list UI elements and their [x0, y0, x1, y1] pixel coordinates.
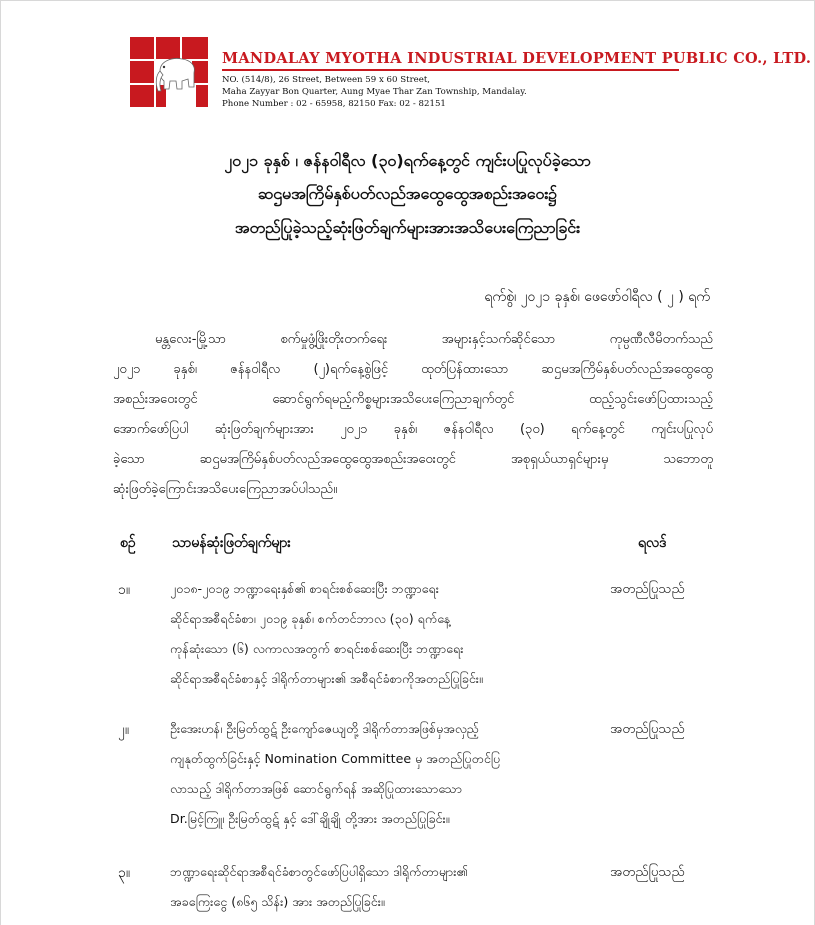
column-header-no: စဉ် [120, 535, 136, 551]
column-header-resolution: သာမန်ဆုံးဖြတ်ချက်များ [172, 535, 291, 551]
address-line: Maha Zayyar Bon Quarter, Aung Myae Thar Zan Township, Mandalay. [222, 87, 527, 97]
resolution-line: ကျနုတ်ထွက်ခြင်းနှင့် Nomination Committee မှ အတည်ပြုတင်ပြ [170, 751, 501, 766]
contact-line: Phone Number : 02 - 65958, 82150 Fax: 02 - 82151 [222, 99, 446, 109]
paragraph-line: ၂၀၂၁ ခုနှစ်၊ ဇန်နဝါရီလ (၂)ရက်နေ့စွဲဖြင့် ထုတ်ပြန်ထားသော ဆဌမအကြိမ်နှစ်ပတ်လည်အထွေထွေ [113, 362, 713, 377]
resolution-line: ၂၀၁၈-၂၀၁၉ ဘဏ္ဍာရေးနှစ်၏ စာရင်းစစ်ဆေးပြီး ဘဏ္ဍာရေး [170, 581, 439, 596]
company-address [222, 74, 527, 110]
resolution-text [170, 714, 590, 834]
result-status: အတည်ပြုသည် [610, 864, 685, 880]
elephant-logo-icon [130, 37, 208, 107]
document-date: ရက်စွဲ၊ ၂၀၂၁ ခုနှစ်၊ ဖေဖော်ဝါရီလ ( ၂ ) ရက် [484, 289, 710, 305]
paragraph-line: မန္တလေး-မြို့သာ စက်မှုဖွံ့ဖြိုးတိုးတက်ရေး အများနှင့်သက်ဆိုင်သော ကုမ္ပဏီလီမိတက်သည် [155, 332, 713, 347]
result-status: အတည်ပြုသည် [610, 581, 685, 597]
paragraph-line: အောက်ဖော်ပြပါ ဆုံးဖြတ်ချက်များအား ၂၀၂၁ ခုနှစ်၊ ဇန်နဝါရီလ (၃၀) ရက်နေ့တွင် ကျင်းပပြုလုပ် [113, 422, 713, 437]
resolution-text [170, 574, 590, 694]
intro-paragraph [113, 325, 713, 505]
header-rule [222, 69, 679, 71]
row-number: ၂။ [118, 722, 130, 738]
page-border [0, 0, 1, 925]
address-line: NO. (514/8), 26 Street, Between 59 x 60 Street, [222, 75, 431, 85]
paragraph-line: ဆုံးဖြတ်ခဲ့ကြောင်းအသိပေးကြေညာအပ်ပါသည်။ [113, 482, 338, 497]
company-name: MANDALAY MYOTHA INDUSTRIAL DEVELOPMENT PUBLIC CO., LTD. [222, 50, 812, 67]
page-border [0, 0, 815, 1]
resolution-text [170, 857, 590, 917]
announcement-title-line: အတည်ပြုခဲ့သည့်ဆုံးဖြတ်ချက်များအားအသိပေးကြေညာခြင်း [234, 218, 581, 237]
resolution-line: ဆိုင်ရာအစီရင်ခံစာ၊ ၂၀၁၉ ခုနှစ်၊ စက်တင်ဘာလ (၃၀) ရက်နေ့ [170, 611, 451, 626]
announcement-title-line: ဆဌမအကြိမ်နှစ်ပတ်လည်အထွေထွေအစည်းအဝေး၌ [257, 184, 558, 203]
resolution-line: ဆိုင်ရာအစီရင်ခံစာနှင့် ဒါရိုက်တာများ၏ အစီရင်ခံစာကိုအတည်ပြုခြင်း။ [170, 671, 483, 686]
column-header-result: ရလဒ် [638, 535, 667, 551]
row-number: ၁။ [118, 582, 131, 598]
resolution-line: ကုန်ဆုံးသော (၆) လကာလအတွက် စာရင်းစစ်ဆေးပြီး ဘဏ္ဍာရေး [170, 641, 464, 656]
paragraph-line: ခဲ့သော ဆဌမအကြိမ်နှစ်ပတ်လည်အထွေထွေအစည်းအဝေးတွင် အစုရှယ်ယာရှင်များမှ သဘောတူ [113, 452, 713, 467]
resolution-line: ဘဏ္ဍာရေးဆိုင်ရာအစီရင်ခံစာတွင်ဖော်ပြပါရှိသော ဒါရိုက်တာများ၏ [170, 864, 468, 879]
row-number: ၃။ [118, 865, 131, 881]
resolution-line: လာသည့် ဒါရိုက်တာအဖြစ် ဆောင်ရွက်ရန် အဆိုပြုထားသောသော [170, 781, 463, 796]
resolution-line: ဦးအေးဟန်၊ ဦးမြတ်ထွဋ် ဦးကျော်ဇေယျတို့ ဒါရိုက်တာအဖြစ်မှအလှည့် [170, 721, 479, 736]
resolution-line: Dr.မြင့်ကြူ၊ ဦးမြတ်ထွဋ် နှင့် ဒေါ်ချိုချို တို့အား အတည်ပြုခြင်း။ [170, 811, 450, 826]
paragraph-line: အစည်းအဝေးတွင် ဆောင်ရွက်ရမည့်ကိစ္စများအသိပေးကြေညာချက်တွင် ထည့်သွင်းဖော်ပြထားသည့် [113, 392, 713, 407]
resolution-line: အခကြေးငွေ (၈၆၅ သိန်း) အား အတည်ပြုခြင်း။ [170, 894, 385, 909]
result-status: အတည်ပြုသည် [610, 721, 685, 737]
announcement-title-line: ၂၀၂၁ ခုနှစ် ၊ ဇန်နဝါရီလ (၃၀)ရက်နေ့တွင် ကျင်းပပြုလုပ်ခဲ့သော [224, 151, 591, 170]
